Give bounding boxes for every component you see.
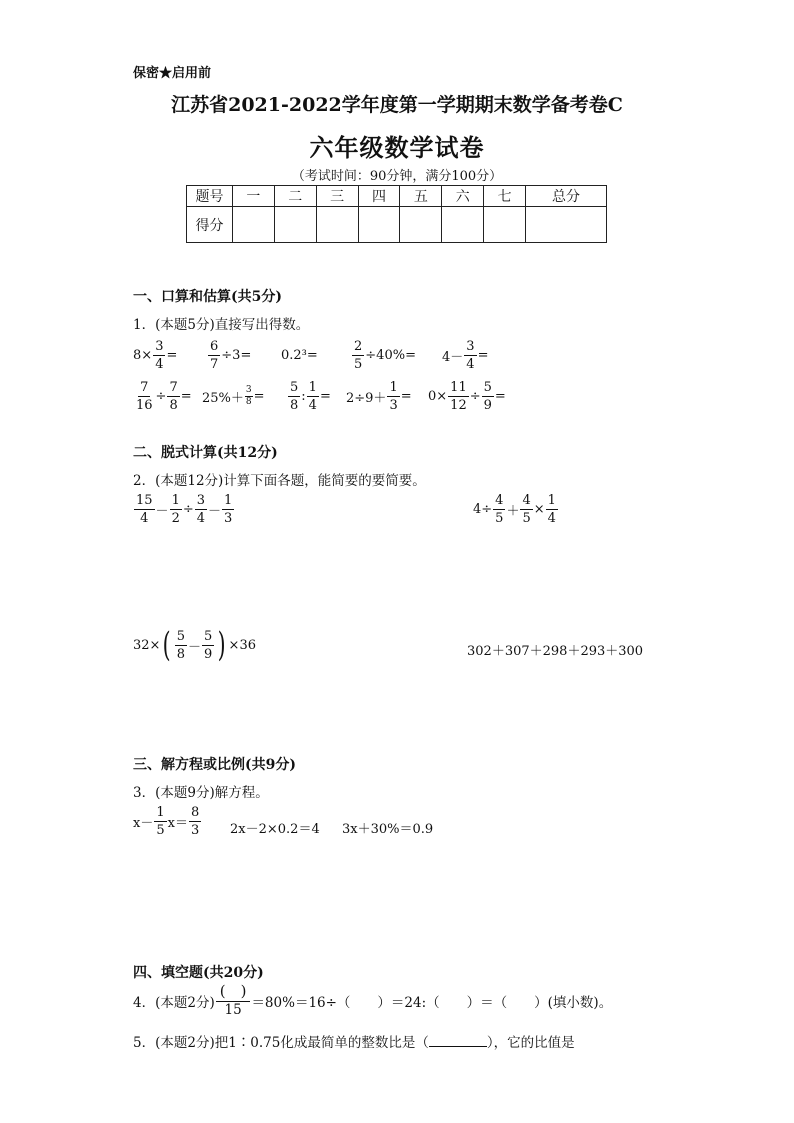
fraction: $\frac{1}{3}$ [389,380,398,413]
score-blank-cell [233,207,275,243]
exam-title: 江苏省2021-2022学年度第一学期期末数学备考卷C [171,94,623,116]
expr-text: 302＋307＋298＋293＋300 [467,644,644,659]
expr-text: 0× [428,389,448,404]
score-table-cell: 二 [274,186,316,207]
fraction: $\frac{2}{5}$ [354,339,363,372]
right-parenthesis: ) [217,625,226,665]
expr-text: = [400,389,412,404]
fraction: $\frac{3}{4}$ [155,339,164,372]
answer-blank[interactable] [429,1034,487,1047]
score-table-cell: 四 [358,186,400,207]
score-table-header-row [187,186,607,207]
expr-text: 4÷ [473,502,493,517]
fraction: $\frac{3}{4}$ [196,493,206,526]
section-heading: 一、口算和估算(共5分) [133,289,282,305]
score-table [186,185,607,243]
expr-text: ÷40%= [365,348,416,363]
expr-text: 2x－2×0.2＝4 [230,822,320,837]
exam-subtitle: 六年级数学试卷 [309,133,485,162]
question-5-lead: 5．(本题2分)把1∶0.75化成最简单的整数比是（ [133,1035,429,1051]
q3-equation-3 [342,818,433,837]
expr-text: 2÷9＋ [346,391,387,406]
fraction: $\frac{8}{3}$ [190,805,200,838]
expr-text: 32× [133,637,161,653]
q2-expression-4 [467,640,643,659]
score-table-cell: 三 [316,186,358,207]
question-3: 3．(本题9分)解方程。 [133,785,269,801]
score-blank-cell [274,207,316,243]
expr-text: 25%＋ [202,391,244,406]
fraction: $\frac{5}{9}$ [204,628,213,662]
fill-in-fraction[interactable]: $\frac{( )}{15}$ [216,984,251,1018]
expr-text: x＝ [167,816,188,831]
question-5-rest: ），它的比值是 [486,1035,575,1051]
section-heading: 四、填空题(共20分) [133,965,264,981]
q1-expression-b [207,340,251,371]
exam-info: （考试时间：90分钟，满分100分） [291,169,503,184]
score-table-cell: 七 [484,186,526,207]
score-table-cell: 得分 [187,207,233,243]
q1-expression-e [442,340,488,371]
fraction: $\frac{1}{4}$ [308,380,317,413]
score-blank-cell [442,207,484,243]
left-parenthesis: ( [163,625,172,665]
fraction: $\frac{5}{8}$ [290,380,299,413]
question-2: 2．(本题12分)计算下面各题，能简要的要简要。 [133,473,426,489]
q2-expression-2: 4÷ $\frac{4}{5}$ ＋ $\frac{4}{5}$ × $\frac{1}{4}$ [473,493,556,526]
q3-equation-1 [133,806,202,837]
score-blank-cell [358,207,400,243]
question-4-rest: ＝80%＝16÷（ ）＝24:（ ）＝（ ）(填小数)。 [251,994,613,1011]
q2-expression-3: 32× ( $\frac{5}{8}$ － $\frac{5}{9}$ ) ×36 [133,625,256,665]
fraction: $\frac{7}{8}$ [169,380,178,413]
fraction: $\frac{11}{12}$ [450,380,467,413]
expr-text: 8 [133,348,142,363]
fraction: $\frac{3}{8}$ [245,385,252,407]
expr-text: = [477,348,489,363]
q1-expression-j: 0× $\frac{11}{12}$ ÷ $\frac{5}{9}$ = [428,380,506,413]
score-table-cell: 题号 [187,186,233,207]
q1-expression-i [346,381,412,412]
confidential-mark: 保密★启用前 [133,66,212,81]
score-blank-cell [400,207,442,243]
q1-expression-a: 8 × $\frac{3}{4}$ = [133,339,178,372]
expr-text: 0.2³= [281,348,318,363]
q1-expression-g [202,386,265,407]
fraction: $\frac{4}{5}$ [495,493,504,526]
fraction: $\frac{7}{16}$ [136,380,153,413]
q2-expression-1: $\frac{15}{4}$ － $\frac{1}{2}$ ÷ $\frac{3}{4}$ － $\frac{1}{3}$ [136,493,233,526]
score-table-cell: 六 [442,186,484,207]
q1-expression-d [351,340,416,371]
question-4-lead: 4．(本题2分) [133,994,215,1011]
fraction: $\frac{3}{4}$ [466,339,475,372]
score-blank-cell [316,207,358,243]
score-table-cell: 五 [400,186,442,207]
score-blank-cell [484,207,526,243]
expr-text: ÷3= [221,348,252,363]
fraction: $\frac{1}{3}$ [224,493,233,526]
section-heading: 三、解方程或比例(共9分) [133,757,296,773]
q3-equation-2 [230,818,320,837]
fraction: $\frac{4}{5}$ [522,493,531,526]
q1-expression-h: $\frac{5}{8}$ : $\frac{1}{4}$ = [290,380,331,413]
expr-text: 3x＋30%＝0.9 [342,822,434,837]
score-table-cell: 总分 [526,186,607,207]
question-5 [133,1031,575,1051]
fraction: $\frac{6}{7}$ [210,339,219,372]
expr-text: x－ [133,816,154,831]
expr-text: 4－ [442,350,464,365]
section-heading: 二、脱式计算(共12分) [133,445,278,461]
expr-text: ×36 [228,637,256,653]
fraction: $\frac{1}{2}$ [171,493,180,526]
fraction: $\frac{5}{8}$ [176,628,185,662]
score-table-cell: 一 [233,186,275,207]
fraction: $\frac{1}{4}$ [547,493,556,526]
question-4 [133,984,612,1018]
q1-expression-c [281,348,318,363]
fraction: $\frac{1}{5}$ [156,805,165,838]
q1-expression-f: $\frac{7}{16}$ ÷ $\frac{7}{8}$ = [136,380,192,413]
fraction: $\frac{5}{9}$ [483,380,492,413]
expr-text: = [253,389,265,404]
score-table-score-row [187,207,607,243]
question-1: 1．(本题5分)直接写出得数。 [133,317,310,333]
score-blank-cell [526,207,607,243]
fraction: $\frac{15}{4}$ [136,493,153,526]
